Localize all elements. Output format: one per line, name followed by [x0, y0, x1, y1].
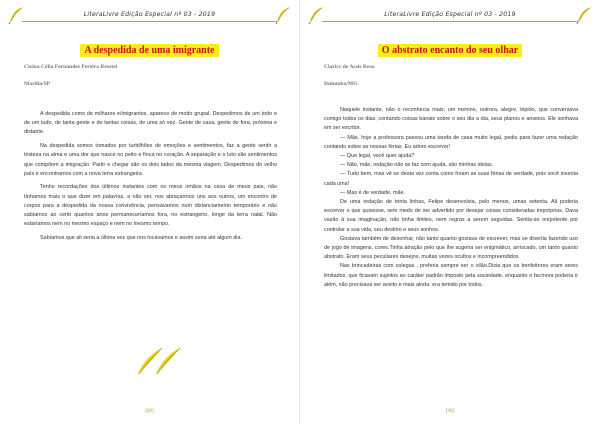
header-rule	[22, 21, 277, 22]
paragraph: Nas brincadeiras com colegas , preferia sempre ser o vilão.Dizia que os benfeitores eram seres limitados, que ficavam sujeitos ao caráter padrão imposto pela sociedade, enquanto o facínora poderia ir além, não precisava ser aceito e mais ainda: era temido por todos.	[324, 263, 578, 288]
paragraph: — Tudo bem, mas vê se desta vez conta como foram as suas férias de verdade, pois você inventa cada uma!	[324, 171, 578, 187]
paragraph: Na despedida somos tomados por turbilhões de emoções e sentimentos, faz a gente sentir a tristeza na alma e uma dor que nasce no peito e finca no coração. A separação e o luto são sentimentos que compõem a imigração. Partir e chegar são os dois lados da mesma viagem. Despedimos do velho país e encontramos com a nova terra estrangeira.	[24, 143, 277, 177]
page-header	[308, 6, 592, 26]
paragraph: — Que legal, você quer ajuda?	[340, 153, 415, 160]
quill-icon	[275, 6, 291, 24]
paragraph: Sabíamos que ali seria a última vez que nos tocávamos e assim seria até algum dia.	[40, 234, 242, 241]
author-location: Ituiutaba/MG	[324, 81, 358, 87]
story-title-text: O abstrato encanto do seu olhar	[378, 44, 522, 57]
page-number: [89]	[145, 409, 154, 414]
paragraph: A despedida como de milhares e/imigrantes, aparece de modo grupal. Despedimos de um todo e de um tudo, de tanta gente e de tantas coisas, de uma só vez. Gente de casa, gente de fora, próxima e distante.	[24, 111, 277, 136]
paragraph: — Mas é de verdade, mãe.	[340, 189, 406, 196]
paragraph: Gostava também de desenhar, não tanto quanto gostava de escrever, mas se divertia fazendo uso de jogo de imagens, cores.Tinha atração pelo que lhe sugeria ser enigmático, arriscado, um tanto quanto abstrato. Eram seus peculiares desejos, muitas vezes ocultos e incompreendidos.	[324, 235, 578, 261]
header-rule	[322, 21, 578, 22]
paragraph: — Não, mãe, redação não se faz com ajuda, são minhas ideias.	[340, 162, 494, 169]
header-title: LiteraLivre Edição Especial nº 03 - 2019	[384, 11, 516, 18]
story-title	[300, 40, 600, 58]
paragraph: Tenho recordações dos últimos instantes com os meus irmãos na casa de meus pais, não tínhamos mais o que dizer em palavras, a não ser, nos abraçarmos uns aos outros, um encontro de corpos para a despedida da nossa convivência, pensávamos num distanciamento temporário e não sabíamos ao certo quantos anos permaneceríamos fora, no estrangeiro, longe da terra natal. Não estaríamos nem no mesmo espaço e nem no mesmo tempo.	[24, 184, 277, 228]
story-body	[324, 106, 578, 290]
paragraph: De uma redação de trinta linhas, Felipe desenvolvia, pelo menos, umas setenta. Ali poderia escrever o que quisesse, sem medo de ser advertido por desejar coisas consideradas impróprias. Dava vazão à sua imaginação, não tinha limites, nem regras a serem seguidas. Sentia-se onipotente por controlar a sua vida, seu destino e seus sonhos.	[324, 199, 578, 233]
story-title-text: A despedida de uma imigrante	[80, 44, 218, 57]
page-header	[8, 6, 291, 26]
right-page	[300, 0, 600, 424]
author-name: Claricr de Assis Rosa	[324, 64, 375, 70]
page-number: [90]	[445, 409, 455, 414]
story-body	[24, 110, 277, 243]
header-title: LiteraLivre Edição Especial nº 03 - 2019	[83, 11, 216, 18]
paragraph: — Mãe, hoje a professora passou uma tarefa de casa muito legal, pediu para fazer uma redação contando sobre as nossas férias. Eu adoro escrever!	[324, 134, 578, 150]
paragraph: Naquele instante, não o reconhecia mais; um menino, outrora, alegre, lépido, que conversava comigo todos os dias, contando coisas banais sobre o seu dia a dia, seus planos e anseios. Ele sonhava em ser escritor.	[324, 107, 578, 132]
feather-decoration-icon	[118, 346, 188, 376]
author-location: Marília/SP	[24, 81, 51, 87]
author-name: Cizina Célia Fernandes Pereira Resstel	[24, 64, 118, 70]
quill-icon	[576, 6, 592, 24]
story-title	[0, 40, 299, 58]
